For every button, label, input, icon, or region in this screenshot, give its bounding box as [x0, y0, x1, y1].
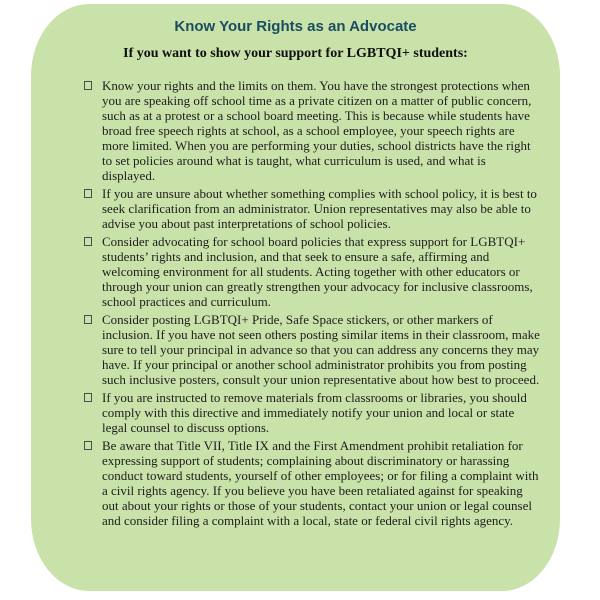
list-item [84, 78, 546, 183]
list-item [84, 312, 546, 387]
list-item-text: Be aware that Title VII, Title IX and the First Amendment prohibit retaliation for expressing support of students; complaining about discriminatory or harassing conduct toward students, yourself of other employees; or for filing a complaint with a civil rights agency. If you believe you have been retaliated against for speaking out about your rights or those of your students, contact your union or legal counsel and consider filing a complaint with a local, state or federal civil rights agency. [102, 438, 539, 528]
list-item [84, 438, 546, 528]
checkbox-bullet-icon [84, 237, 92, 246]
list-item-text: Consider posting LGBTQI+ Pride, Safe Space stickers, or other markers of inclusion. If you have not seen others posting similar items in their classroom, make sure to tell your principal in advance so that you can address any concerns they may have. If your principal or another school administrator prohibits you from posting such inclusive posters, consult your union representative about how best to proceed. [102, 312, 540, 387]
list-item [84, 186, 546, 231]
advice-list [84, 78, 546, 528]
list-item-text: Know your rights and the limits on them. You have the strongest protections when you are speaking off school time as a private citizen on a matter of public concern, such as at a protest or a school board meeting. This is because while students have broad free speech rights at school, as a school employee, your speech rights are more limited. When you are performing your duties, school districts have the right to set policies around what is taught, what curriculum is used, and what is displayed. [102, 78, 532, 183]
checkbox-bullet-icon [84, 393, 92, 402]
list-item [84, 390, 546, 435]
checkbox-bullet-icon [84, 81, 92, 90]
list-item-text: Consider advocating for school board policies that express support for LGBTQI+ students’ rights and inclusion, and that seek to ensure a safe, affirming and welcoming environment for all students. Acting together with other educators or through your union can greatly strengthen your advocacy for inclusive classrooms, school practices and curriculum. [102, 234, 533, 309]
checkbox-bullet-icon [84, 189, 92, 198]
checkbox-bullet-icon [84, 441, 92, 450]
list-item-text: If you are unsure about whether something complies with school policy, it is best to seek clarification from an administrator. Union representatives may also be able to advise you about past interpretations of school policies. [102, 186, 537, 231]
checkbox-bullet-icon [84, 315, 92, 324]
rights-card [31, 4, 560, 591]
list-item [84, 234, 546, 309]
card-title: Know Your Rights as an Advocate [174, 18, 417, 35]
card-subtitle: If you want to show your support for LGBTQI+ students: [123, 46, 468, 61]
list-item-text: If you are instructed to remove materials from classrooms or libraries, you should comply with this directive and immediately notify your union and local or state legal counsel to discuss options. [102, 390, 527, 435]
